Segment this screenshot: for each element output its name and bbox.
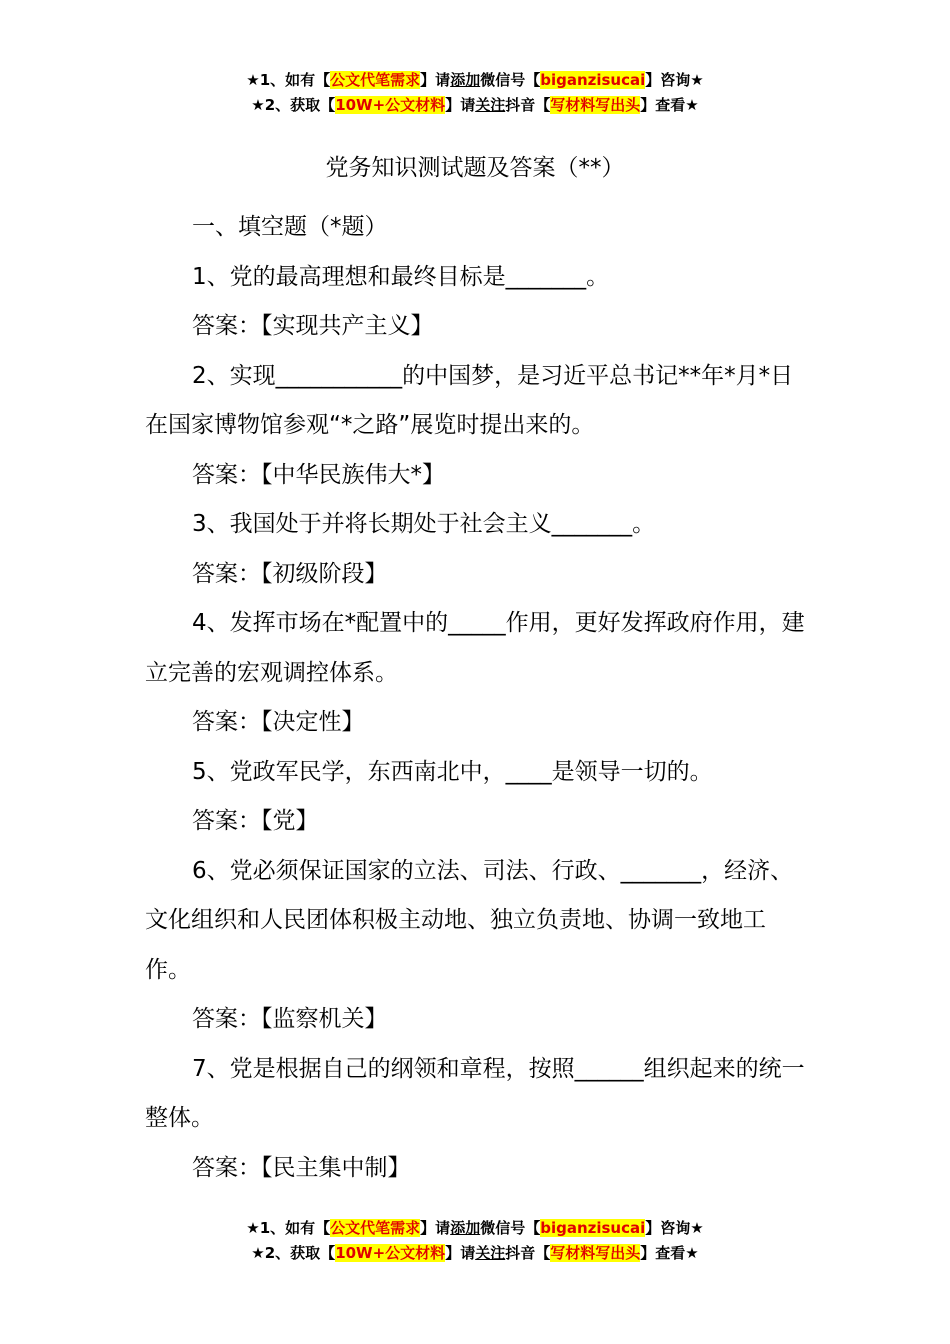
banner-text: 抖音【 (505, 1244, 551, 1262)
banner-text: ★2、获取【 (251, 96, 336, 114)
answer: 答案：【实现共产主义】 (192, 313, 434, 339)
banner-text: 】请 (445, 96, 476, 114)
banner-line-2 (0, 93, 950, 118)
banner-verb: 关注 (475, 96, 506, 114)
banner-text: ★1、如有【 (246, 1219, 331, 1237)
question: 4、发挥市场在*配置中的_____作用，更好发挥政府作用，建立完善的宏观调控体系。 (145, 610, 805, 686)
answer: 答案：【决定性】 (192, 709, 365, 735)
banner-text: 】查看★ (640, 1244, 699, 1262)
question: 1、党的最高理想和最终目标是_______。 (192, 263, 610, 290)
question: 6、党必须保证国家的立法、司法、行政、_______，经济、文化组织和人民团体积极主动地、独立负责地、协调一致地工作。 (145, 857, 794, 983)
banner-text: 微信号【 (480, 71, 541, 89)
wechat-id-highlight: biganzisucai (540, 71, 646, 89)
answer: 答案：【党】 (192, 808, 319, 834)
answer: 答案：【民主集中制】 (192, 1154, 411, 1181)
document-title: 党务知识测试题及答案（**） (325, 155, 625, 181)
banner-verb: 添加 (450, 71, 481, 89)
question: 2、实现___________的中国梦，是习近平总书记**年*月*日在国家博物馆参观“*之路”展览时提出来的。 (145, 362, 794, 438)
banner-text: 】请 (445, 1244, 476, 1262)
account-highlight: 写材料写出头 (550, 1244, 641, 1262)
header-banner (0, 68, 950, 118)
offer-highlight: 10W+公文材料 (335, 1244, 446, 1262)
banner-verb: 关注 (475, 1244, 506, 1262)
question: 5、党政军民学，东西南北中，____是领导一切的。 (192, 758, 713, 785)
answer: 答案：【监察机关】 (192, 1006, 388, 1032)
banner-line-2 (0, 1241, 950, 1266)
banner-text: 微信号【 (480, 1219, 541, 1237)
banner-text: ★2、获取【 (251, 1244, 336, 1262)
banner-line-1 (0, 68, 950, 93)
service-highlight: 公文代笔需求 (330, 1219, 421, 1237)
service-highlight: 公文代笔需求 (330, 71, 421, 89)
banner-text: 】请 (420, 1219, 451, 1237)
footer-banner (0, 1216, 950, 1266)
banner-text: ★1、如有【 (246, 71, 331, 89)
document-body (145, 203, 805, 1193)
wechat-id-highlight: biganzisucai (540, 1219, 646, 1237)
banner-text: 】咨询★ (645, 71, 704, 89)
banner-text: 抖音【 (505, 96, 551, 114)
question: 7、党是根据自己的纲领和章程，按照______组织起来的统一整体。 (145, 1055, 805, 1131)
answer: 答案：【初级阶段】 (192, 560, 388, 587)
section-heading: 一、填空题（*题） (192, 214, 388, 240)
answer: 答案：【中华民族伟大*】 (192, 461, 445, 488)
offer-highlight: 10W+公文材料 (335, 96, 446, 114)
banner-text: 】请 (420, 71, 451, 89)
account-highlight: 写材料写出头 (550, 96, 641, 114)
banner-verb: 添加 (450, 1219, 481, 1237)
banner-line-1 (0, 1216, 950, 1241)
banner-text: 】查看★ (640, 96, 699, 114)
banner-text: 】咨询★ (645, 1219, 704, 1237)
question: 3、我国处于并将长期处于社会主义_______。 (192, 511, 656, 537)
